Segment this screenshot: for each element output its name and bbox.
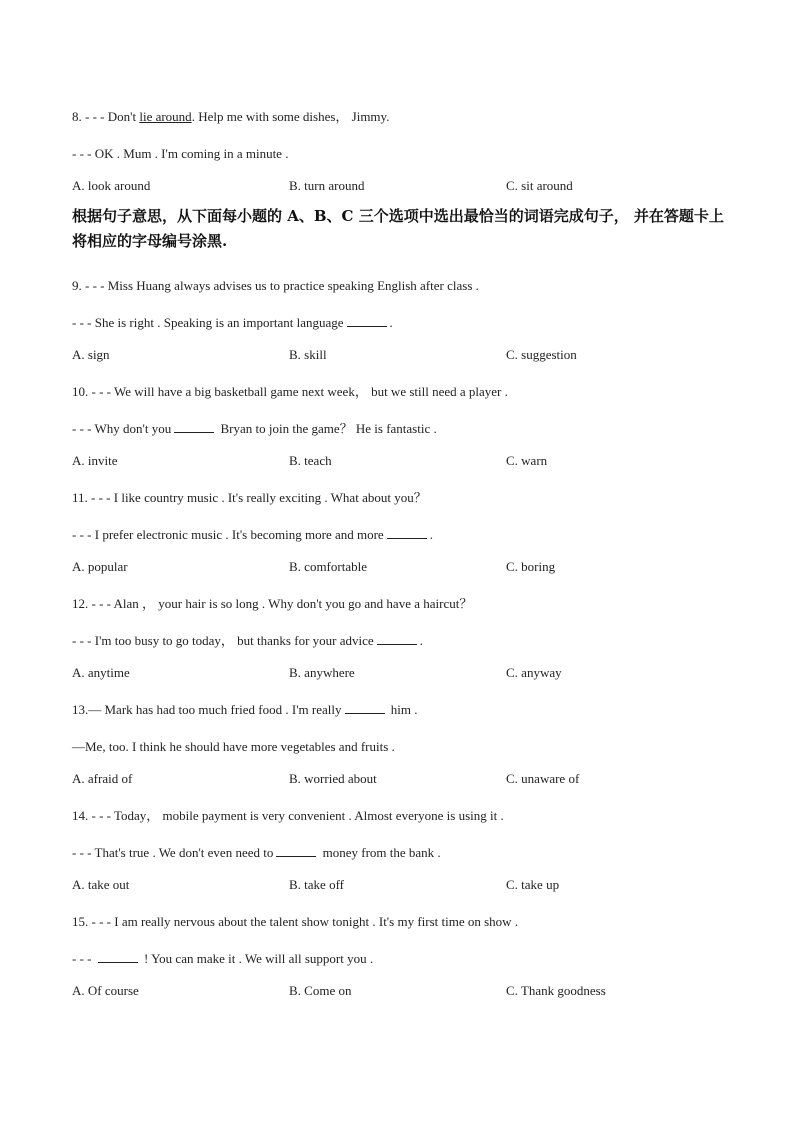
question-10-text-b: Bryan to join the game？ He is fantastic . — [217, 421, 437, 436]
question-14-line-2 — [72, 845, 441, 861]
question-10-option-c: C. warn — [506, 453, 548, 468]
question-15-text-b: ! You can make it . We will all support you . — [140, 951, 374, 966]
question-11-option-c: C. boring — [506, 559, 556, 574]
question-15-option-b: B. Come on — [289, 983, 352, 998]
question-9-text-a: - - - She is right . Speaking is an important language — [72, 315, 344, 330]
question-15-option-a: A. Of course — [72, 983, 139, 998]
question-8-option-c: C. sit around — [506, 178, 573, 193]
question-11-text-a: - - - I prefer electronic music . It's becoming more and more — [72, 527, 384, 542]
question-12-text-b: . — [419, 633, 423, 648]
answer-blank — [345, 702, 385, 714]
question-11-text-b: . — [429, 527, 433, 542]
question-9-line-2 — [72, 315, 393, 331]
question-12-option-b: B. anywhere — [289, 665, 355, 680]
question-8-option-b: B. turn around — [289, 178, 365, 193]
question-8-underlined-phrase: lie around — [139, 109, 192, 124]
question-15-text-a: - - - — [72, 951, 95, 966]
question-15-line-2 — [72, 951, 373, 967]
question-12-line-2 — [72, 633, 423, 649]
question-13-option-c: C. unaware of — [506, 771, 580, 786]
answer-blank — [387, 527, 427, 539]
question-11-line-1: 11. - - - I like country music . It's really exciting . What about you？ — [72, 490, 427, 505]
answer-blank — [347, 315, 387, 327]
question-14-option-c: C. take up — [506, 877, 560, 892]
section-instruction: 根据句子意思，从下面每小题的 A、B、C 三个选项中选出最恰当的词语完成句子， 并在答题卡上将相应的字母编号涂黑. — [72, 207, 724, 250]
question-13-option-a: A. afraid of — [72, 771, 133, 786]
question-15-line-1: 15. - - - I am really nervous about the talent show tonight . It's my first time on show . — [72, 914, 519, 929]
question-13-option-b: B. worried about — [289, 771, 377, 786]
question-12-option-a: A. anytime — [72, 665, 130, 680]
question-9-option-a: A. sign — [72, 347, 110, 362]
question-14-option-a: A. take out — [72, 877, 130, 892]
question-9-line-1: 9. - - - Miss Huang always advises us to practice speaking English after class . — [72, 278, 479, 293]
question-12-text-a: - - - I'm too busy to go today， but thanks for your advice — [72, 633, 374, 648]
question-13-line-2: —Me, too. I think he should have more vegetables and fruits . — [72, 739, 395, 754]
question-13-text-a: 13.— Mark has had too much fried food . I'm really — [72, 702, 342, 717]
question-15-option-c: C. Thank goodness — [506, 983, 606, 998]
question-8-line-1 — [72, 109, 389, 125]
question-9-option-b: B. skill — [289, 347, 327, 362]
question-8-option-a: A. look around — [72, 178, 151, 193]
answer-blank — [377, 633, 417, 645]
question-10-text-a: - - - Why don't you — [72, 421, 172, 436]
question-14-option-b: B. take off — [289, 877, 344, 892]
question-8-text-post: . Help me with some dishes， Jimmy. — [191, 109, 390, 124]
question-8-line-2: - - - OK . Mum . I'm coming in a minute . — [72, 146, 289, 161]
answer-blank — [98, 951, 138, 963]
question-10-option-b: B. teach — [289, 453, 332, 468]
answer-blank — [276, 845, 316, 857]
question-10-line-1: 10. - - - We will have a big basketball game next week， but we still need a player . — [72, 384, 508, 399]
question-10-line-2 — [72, 421, 437, 437]
question-8-text-pre: 8. - - - Don't — [72, 109, 140, 124]
question-11-option-a: A. popular — [72, 559, 128, 574]
question-11-option-b: B. comfortable — [289, 559, 367, 574]
question-14-text-a: - - - That's true . We don't even need to — [72, 845, 274, 860]
question-9-text-b: . — [389, 315, 393, 330]
answer-blank — [174, 421, 214, 433]
question-12-option-c: C. anyway — [506, 665, 562, 680]
question-9-option-c: C. suggestion — [506, 347, 577, 362]
question-13-text-b: him . — [387, 702, 418, 717]
question-14-text-b: money from the bank . — [319, 845, 441, 860]
question-10-option-a: A. invite — [72, 453, 118, 468]
question-14-line-1: 14. - - - Today， mobile payment is very convenient . Almost everyone is using it . — [72, 808, 504, 823]
question-13-line-1 — [72, 702, 417, 718]
question-12-line-1: 12. - - - Alan ， your hair is so long . Why don't you go and have a haircut？ — [72, 596, 473, 611]
question-11-line-2 — [72, 527, 433, 543]
